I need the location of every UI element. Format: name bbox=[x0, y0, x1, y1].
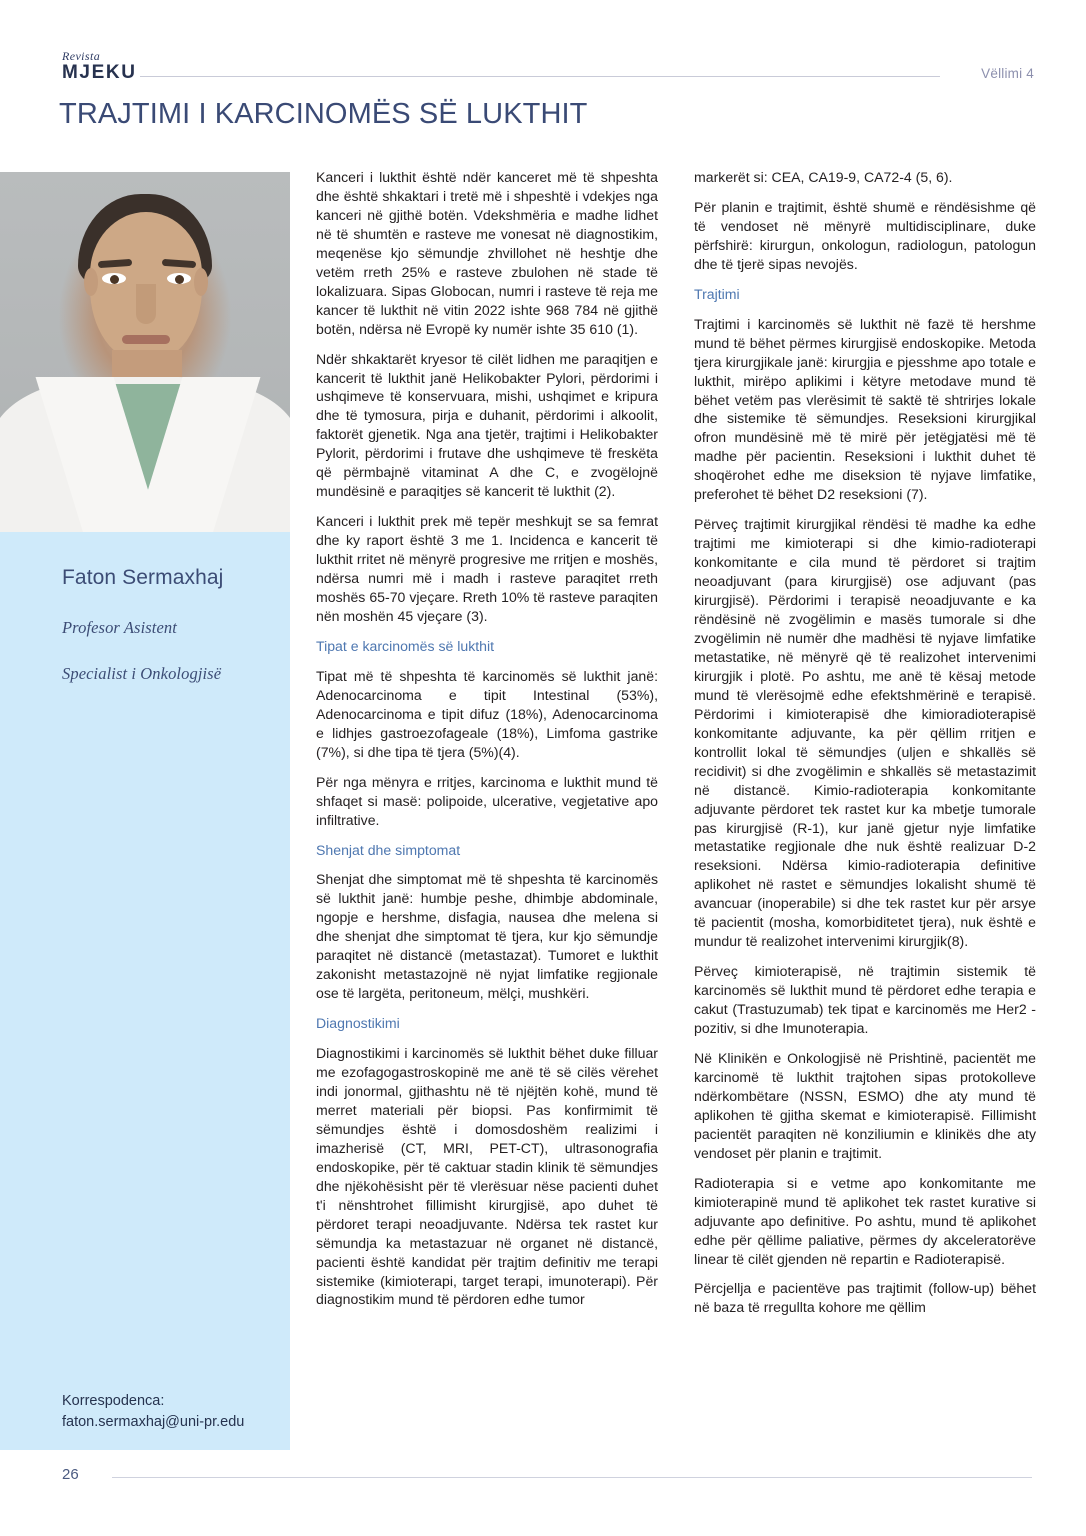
author-portrait-photo bbox=[0, 172, 290, 532]
article-body bbox=[316, 168, 1036, 1448]
correspondence-block bbox=[0, 1375, 290, 1450]
correspondence-label: Korrespodenca: bbox=[62, 1393, 165, 1409]
body-paragraph: Përveç trajtimit kirurgjikal rëndësi të madhe ka edhe trajtimi me kimioterapi si dhe kimio-radioterapi konkomitante e cila mund të përdoret si trajtim neoadjuvant (para kirurgjisë) ose adjuvant (pas kirurgjisë). Përdorimi i terapisë neoadjuvante e ka rëndësinë në zvogëlimin e masës tumorale si dhe zvogëlimin në numër dhe madhësi të nyjave limfatike metastatike, në mënyrë që të realizohet intervenimi kirurgjik i plotë. Po ashtu, me anë të kësaj metode mund të vlerësojmë edhe efektshmërinë e terapisë. Përdorimi i kimioterapisë dhe kimioradioterapisë konkomitante adjuvante, ka për qëllim rritjen e kontrollit lokal të sëmundjes (uljen e shkallës së recidivit) si dhe zvogëlimin e shkallës së metastazimit në distancë. Kimio-radioterapia konkomitante adjuvante përdoret tek rastet kur ka mbetje tumorale pas kirurgjisë (R-1), kur janë gjetur nyje limfatike metastatike regjionale dhe nuk është realizuar D-2 reseksioni. Ndërsa kimio-radioterapia definitive aplikohet në rastet e sëmundjes lokalisht shumë të avancuar (inoperabile) si dhe tek rastet kur për arsye të pacientit (mosha, komorbiditetet tjera), nuk është e mundur të realizohet intervenimi kirurgjik(8). bbox=[694, 516, 1036, 950]
masthead-divider bbox=[140, 76, 940, 77]
portrait-pupil-right bbox=[175, 275, 184, 284]
page-footer bbox=[0, 1444, 1086, 1536]
section-heading: Diagnostikimi bbox=[316, 1015, 400, 1032]
body-paragraph: Shenjat dhe simptomat më të shpeshta të karcinomës së lukthit janë: humbje peshe, dhimbje abdominale, ngopje e hershme, disfagia, nausea dhe melena si dhe shenjat dhe simptomat të tjera, kur kjo sëmundje paraqitet në distancë (metastazat). Tumoret e lukthit zakonisht metastazojnë në nyjat limfatike regjionale ose të largëta, peritoneum, mëlçi, mushkëri. bbox=[316, 871, 658, 1002]
portrait-pupil-left bbox=[110, 275, 119, 284]
sidebar-background-fill bbox=[0, 700, 290, 1390]
body-paragraph: Tipat më të shpeshta të karcinomës së lukthit janë: Adenocarcinoma e tipit Intestinal (53%), Adenocarcinoma e tipit difuz (18%), Adenocarcinoma e lidhjes gastroezofageale (18%), Limfoma gastrike (7%), si dhe tipa të tjera (5%)(4). bbox=[316, 667, 658, 760]
body-paragraph: Ndër shkaktarët kryesor të cilët lidhen me paraqitjen e kancerit të lukthit janë Helikobakter Pylori, përdorimi i ushqimeve të konservuara, mishi, ushqimet e kripura dhe të tymosura, pirja e duhanit, përdorimi i alkoolit, faktorët gjenetik. Nga ana tjetër, trajtimi i Helikobakter Pylorit, përdorimi i frutave dhe ushqimeve të freskëta që përmbajnë vitaminat A dhe C, e zvogëlojnë mundësinë e paraqitjes së kancerit të lukthit (2). bbox=[316, 350, 658, 500]
section-heading: Trajtimi bbox=[694, 285, 740, 302]
body-paragraph: Trajtimi i karcinomës së lukthit në fazë të hershme mund të bëhet përmes kirurgjisë endoskopike. Metoda tjera kirurgjikale janë: kirurgjia e pjesshme apo totale e lukthit, mirëpo aplikimi i këtyre metodave mund të bëhet vetëm pas vlerësimit të saktë të shtrirjes lokale dhe sistemike të sëmundjes. Reseksioni kirurgjikal ofron mundësinë më të mirë për jetëgjatësi më të madhe për pacientin. Reseksioni i lukthit duhet të shoqërohet edhe me diseksion të nyjave limfatike, preferohet të bëhet D2 reseksioni (7). bbox=[694, 315, 1036, 503]
portrait-ear-right bbox=[194, 268, 208, 296]
author-sidebar bbox=[0, 172, 290, 714]
section-heading: Shenjat dhe simptomat bbox=[316, 841, 461, 858]
footer-divider bbox=[112, 1477, 1032, 1478]
author-details bbox=[0, 532, 290, 714]
author-title-secondary: Specialist i Onkologjisë bbox=[62, 664, 222, 683]
body-paragraph: Kanceri i lukthit është ndër kanceret më të shpeshta dhe është shkaktari i tretë më i shpeshtë i vdekjes nga kanceri në gjithë botën. Vdekshmëria e madhe lidhet në të shumtën e rasteve me vonesat në diagnostikim, meqenëse kjo sëmundje zhvillohet në heshtje dhe vetëm rreth 25% e rasteve zbulohen në stade të lokalizuara. Sipas Globocan, numri i rasteve të reja me kancer të lukthit në vitin 2022 ishte 968 784 në gjithë botën, ndërsa në Evropë ky numër ishte 35 610 (1). bbox=[316, 169, 658, 337]
body-paragraph: Përveç kimioterapisë, në trajtimin sistemik të karcinomës së lukthit mund të përdoret edhe terapia e cakut (Trastuzumab) tek tipat e karcinomës me Her2 - pozitiv, si dhe Imunoterapia. bbox=[694, 963, 1036, 1037]
section-heading: Tipat e karcinomës së lukthit bbox=[316, 637, 495, 654]
journal-logo bbox=[62, 50, 137, 82]
author-name: Faton Sermaxhaj bbox=[62, 566, 224, 589]
body-paragraph: Në Klinikën e Onkologjisë në Prishtinë, pacientët me karcinomë të lukthit trajtohen sipas protokolleve ndërkombëtare (NSSN, ESMO) dhe aty mund të aplikohen të gjitha skemat e kimioterapisë. Fillimisht pacientët paraqiten në konziliumin e klinikës dhe aty vendoset për planin e trajtimit. bbox=[694, 1049, 1036, 1161]
body-paragraph: markerët si: CEA, CA19-9, CA72-4 (5, 6). bbox=[694, 169, 953, 185]
page-number: 26 bbox=[62, 1466, 79, 1483]
body-paragraph: Për nga mënyra e rritjes, karcinoma e lukthit mund të shfaqet si masë: polipoide, ulcerative, vegjetative apo infiltrative. bbox=[316, 773, 658, 828]
body-paragraph: Diagnostikimi i karcinomës së lukthit bëhet duke filluar me ezofagogastroskopinë me anë të së cilës vërehet indi jonormal, gjithashtu në të njëjtën kohë, mund të merret materiali për biopsi. Pas konfirmimit të sëmundjes është i domosdoshëm realizimi i imazherisë (CT, MRI, PET-CT), ultrasonografia endoskopike, për të caktuar stadin klinik të sëmundjes dhe njëkohësisht për të vlerësuar nëse pacienti duhet t'i nënshtrohet fillimisht kirurgjisë, apo duhet të përdoret terapi neoadjuvante. Ndërsa tek rastet kur sëmundja ka metastazuar në organet në distancë, pacienti është kandidat për trajtim definitiv me terapi sistemike (kimioterapi, target terapi, imunoterapi). Për diagnostikim mund të përdoren edhe tumor bbox=[316, 1045, 658, 1308]
portrait-nose bbox=[136, 284, 156, 324]
body-paragraph: Për planin e trajtimit, është shumë e rëndësishme që të vendoset në mënyrë multidisciplinare, duke përfshirë: kirurgun, onkologun, radiologun, patologun dhe të tjerë sipas nevojës. bbox=[694, 198, 1036, 272]
body-paragraph: Përcjellja e pacientëve pas trajtimit (follow-up) bëhet në baza të rregullta kohore me qëllim bbox=[694, 1280, 1036, 1316]
page-title: TRAJTIMI I KARCINOMËS SË LUKTHIT bbox=[59, 98, 588, 130]
page-masthead bbox=[0, 0, 1086, 95]
journal-logo-sup: Revista bbox=[62, 49, 101, 63]
correspondence-email[interactable]: faton.sermaxhaj@uni-pr.edu bbox=[62, 1413, 245, 1430]
author-title-primary: Profesor Asistent bbox=[62, 618, 177, 637]
portrait-ear-left bbox=[84, 268, 98, 296]
article-column-left bbox=[316, 168, 658, 1448]
portrait-mouth bbox=[122, 335, 170, 344]
volume-label: Vëllimi 4 bbox=[981, 66, 1034, 81]
journal-logo-name: MJEKU bbox=[62, 62, 137, 83]
body-paragraph: Kanceri i lukthit prek më tepër meshkujt se sa femrat dhe ky raport është 3 me 1. Incidenca e kancerit të lukthit rritet në mënyrë progresive me rritjen e moshës, ndërsa numri më i madh i rasteve paraqitet rreth moshës 65-70 vjeçare. Rreth 10% të rasteve paraqiten nën moshën 45 vjeçare (3). bbox=[316, 513, 658, 624]
article-column-right bbox=[694, 168, 1036, 1448]
body-paragraph: Radioterapia si e vetme apo konkomitante me kimioterapinë mund të aplikohet tek rastet kurative si adjuvante apo definitive. Po ashtu, mund të aplikohet edhe për qëllime paliative, përmes dy akceleratorëve linear të cilët gjenden në repartin e Radioterapisë. bbox=[694, 1174, 1036, 1267]
